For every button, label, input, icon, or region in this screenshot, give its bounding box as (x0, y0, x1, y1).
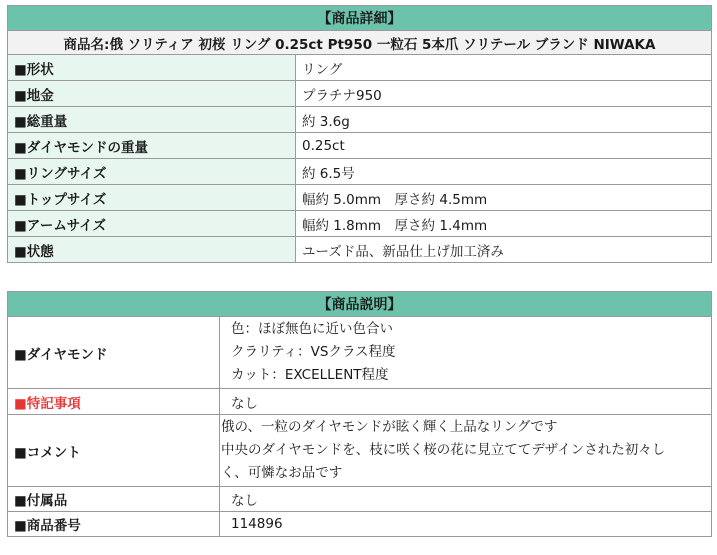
detail-label-total-weight: ■総重量 (8, 107, 296, 133)
diamond-value (220, 317, 712, 389)
comment-value (220, 415, 712, 487)
comment-line: 俄の、一粒のダイヤモンドが眩く輝く上品なリングです (221, 419, 558, 435)
accessories-label: ■付属品 (8, 487, 220, 512)
description-row (8, 512, 712, 537)
detail-label-diamond-weight: ■ダイヤモンドの重量 (8, 133, 296, 159)
comment-line: く、可憐なお品です (221, 465, 343, 481)
detail-label-ring-size: ■リングサイズ (8, 159, 296, 185)
item-number-label: ■商品番号 (8, 512, 220, 537)
detail-value-top-size: 幅約 5.0mm 厚さ約 4.5mm (296, 185, 712, 211)
detail-value-shape: リング (296, 55, 712, 81)
detail-value-metal: プラチナ950 (296, 81, 712, 107)
diamond-label: ■ダイヤモンド (8, 317, 220, 389)
detail-row (8, 81, 712, 107)
detail-label-metal: ■地金 (8, 81, 296, 107)
detail-label-top-size: ■トップサイズ (8, 185, 296, 211)
detail-row (8, 133, 712, 159)
detail-value-condition: ユーズド品、新品仕上げ加工済み (296, 237, 712, 263)
diamond-clarity-line: クラリティ：VSクラス程度 (231, 344, 396, 360)
item-number-value: 114896 (220, 512, 712, 537)
detail-row (8, 211, 712, 237)
description-row (8, 487, 712, 512)
detail-row (8, 107, 712, 133)
product-description-table (7, 291, 712, 537)
detail-value-arm-size: 幅約 1.8mm 厚さ約 1.4mm (296, 211, 712, 237)
comment-line: 中央のダイヤモンドを、枝に咲く桜の花に見立ててデザインされた初々し (221, 442, 666, 458)
special-notes-value: なし (220, 389, 712, 415)
accessories-value: なし (220, 487, 712, 512)
detail-value-ring-size: 約 6.5号 (296, 159, 712, 185)
description-row (8, 415, 712, 487)
detail-value-diamond-weight: 0.25ct (296, 133, 712, 159)
detail-row (8, 185, 712, 211)
detail-label-arm-size: ■アームサイズ (8, 211, 296, 237)
detail-row (8, 237, 712, 263)
detail-row (8, 159, 712, 185)
description-header: 【商品説明】 (8, 292, 712, 317)
detail-row (8, 55, 712, 81)
description-row (8, 389, 712, 415)
detail-label-shape: ■形状 (8, 55, 296, 81)
diamond-color-line: 色：ほぼ無色に近い色合い (231, 321, 393, 337)
detail-value-total-weight: 約 3.6g (296, 107, 712, 133)
details-header: 【商品詳細】 (8, 6, 712, 31)
special-notes-label: ■特記事項 (8, 389, 220, 415)
product-name: 商品名:俄 ソリティア 初桜 リング 0.25ct Pt950 一粒石 5本爪 ソリテール ブランド NIWAKA (8, 31, 712, 55)
diamond-cut-line: カット：EXCELLENT程度 (231, 367, 389, 383)
detail-label-condition: ■状態 (8, 237, 296, 263)
product-details-table (7, 5, 712, 263)
description-row (8, 317, 712, 389)
comment-label: ■コメント (8, 415, 220, 487)
